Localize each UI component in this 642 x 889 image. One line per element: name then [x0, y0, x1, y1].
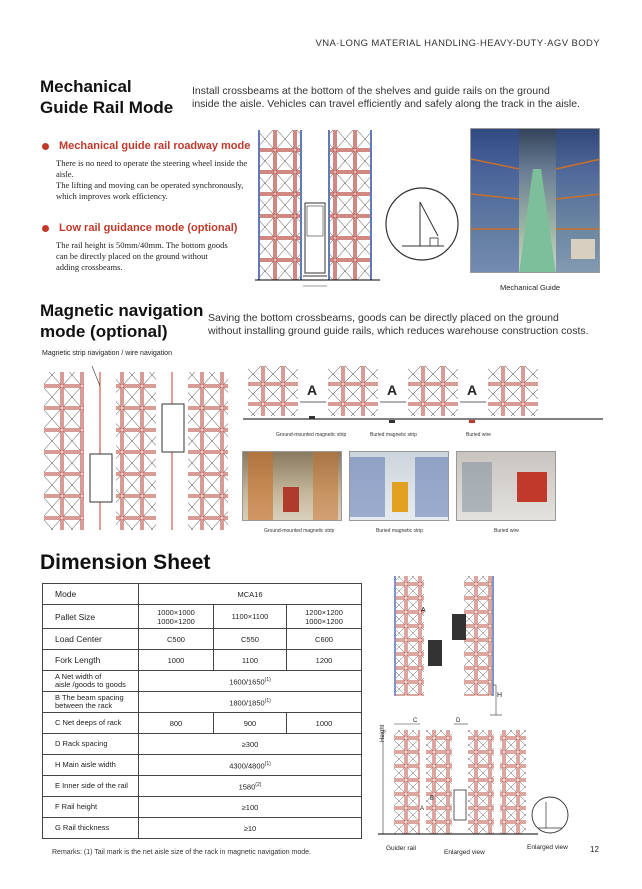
- bullet-2-title: Low rail guidance mode (optional): [42, 222, 257, 234]
- table-row-label: Fork Length: [43, 650, 139, 671]
- table-cell: [139, 605, 214, 629]
- strip-label-buried: Buried magnetic strip: [370, 432, 417, 438]
- table-cell-footnote: (1): [264, 760, 271, 767]
- table-cell-value: 1600/1650: [229, 677, 265, 687]
- dimension-sheet-title: Dimension Sheet: [40, 551, 211, 574]
- table-cell-value: 1000: [315, 718, 333, 728]
- section2-title-line2: mode (optional): [40, 322, 168, 341]
- bullet-dot-icon: [42, 225, 49, 232]
- table-row-label: D Rack spacing: [43, 734, 139, 755]
- table-cell: [139, 671, 362, 692]
- magnetic-elevation-diagram: [243, 364, 603, 436]
- table-row: [43, 713, 362, 734]
- photo-caption-wire: Buried wire: [494, 528, 520, 534]
- section2-description-line1: Saving the bottom crossbeams, goods can be directly placed on the ground: [208, 312, 559, 324]
- section2-description-line2: without installing ground guide rails, which reduces warehouse construction costs.: [208, 325, 589, 337]
- table-cell: [139, 692, 362, 713]
- table-cell-value: ≥100: [241, 802, 259, 812]
- table-cell-value: 1800/1850: [229, 698, 265, 708]
- table-cell: [139, 584, 362, 605]
- dimension-layout-diagram: [378, 570, 578, 855]
- table-cell: [139, 755, 362, 776]
- table-cell: [139, 776, 362, 797]
- table-cell: [139, 818, 362, 839]
- table-cell: [213, 650, 286, 671]
- table-row-label: B The beam spacing between the rack: [43, 692, 139, 713]
- dimension-table: [42, 583, 362, 839]
- table-cell-value: 1000: [167, 655, 185, 665]
- section1-title: [40, 76, 173, 118]
- table-cell-value: 1580: [238, 782, 256, 792]
- section1-title-line2: Guide Rail Mode: [40, 98, 174, 117]
- table-row-label: Mode: [43, 584, 139, 605]
- section1-description-line1: Install crossbeams at the bottom of the shelves and guide rails on the ground: [192, 85, 550, 97]
- strip-label-ground: Ground-mounted magnetic strip: [276, 432, 347, 438]
- table-row: [43, 776, 362, 797]
- table-cell-value: ≥300: [241, 739, 259, 749]
- table-cell-value: 1100×1100: [231, 612, 269, 621]
- table-row: [43, 605, 362, 629]
- table-cell-value: MCA16: [237, 589, 263, 599]
- table-cell-value: 1000×1000 1000×1200: [157, 607, 195, 626]
- table-cell-value: C600: [315, 634, 333, 644]
- table-cell-value: 900: [243, 718, 257, 728]
- table-row: [43, 734, 362, 755]
- bullet-2-text: The rail height is 50mm/40mm. The bottom goods can be directly placed on the ground without adding crossbeams.: [56, 240, 228, 272]
- ground-strip-photo: [242, 451, 342, 521]
- photo-caption-buried: Buried magnetic strip: [376, 528, 423, 534]
- table-row: [43, 671, 362, 692]
- table-cell: [139, 713, 214, 734]
- table-cell-value: 800: [169, 718, 183, 728]
- remarks: Remarks: (1) Tail mark is the net aisle size of the rack in magnetic navigation mode.: [52, 849, 311, 856]
- table-row-label: Pallet Size: [43, 605, 139, 629]
- table-row: [43, 650, 362, 671]
- magnetic-navigation-plan-diagram: [42, 364, 234, 539]
- aisle-label-a2: A: [387, 382, 398, 398]
- table-cell: [213, 713, 286, 734]
- section1-bullet-1: [42, 140, 257, 202]
- table-row-label: E Inner side of the rail: [43, 776, 139, 797]
- table-row-label: A Net width of aisle /goods to goods: [43, 671, 139, 692]
- table-row: [43, 584, 362, 605]
- bullet-1-text: There is no need to operate the steering wheel inside the aisle. The lifting and moving can be operated synchronously, which improves work efficiency.: [56, 158, 248, 201]
- table-cell-footnote: (1): [264, 676, 271, 683]
- section2-title-line1: Magnetic navigation: [40, 301, 204, 320]
- table-row-label: H Main aisle width: [43, 755, 139, 776]
- section1-title-line1: Mechanical: [40, 77, 132, 96]
- table-row: [43, 629, 362, 650]
- buried-wire-photo: [456, 451, 556, 521]
- diagram-label-height: Height: [380, 724, 386, 742]
- table-cell: [139, 629, 214, 650]
- table-row: [43, 692, 362, 713]
- section1-description-line2: inside the aisle. Vehicles can travel efficiently and safely along the track in the aisle.: [192, 98, 580, 110]
- table-cell: [287, 713, 362, 734]
- enlarged-view-label-2: Enlarged view: [527, 844, 568, 851]
- table-cell-value: 4300/4800: [229, 761, 265, 771]
- mechanical-guide-caption: Mechanical Guide: [500, 283, 561, 292]
- table-row-label: F Rail height: [43, 797, 139, 818]
- table-cell: [213, 605, 286, 629]
- table-cell-value: 1200: [315, 655, 333, 665]
- section2-description: [208, 312, 589, 338]
- diagram-label-a-bottom: A: [420, 806, 425, 812]
- page-number: 12: [590, 845, 599, 854]
- bullet-1-title: Mechanical guide rail roadway mode: [42, 140, 257, 152]
- aisle-label-a1: A: [307, 382, 318, 398]
- diagram-label-h: H: [497, 692, 503, 699]
- table-row-label: G Rail thickness: [43, 818, 139, 839]
- table-cell-value: C500: [167, 634, 185, 644]
- table-row: [43, 797, 362, 818]
- table-row: [43, 755, 362, 776]
- diagram-label-d: D: [456, 718, 461, 724]
- table-cell-value: 1100: [241, 655, 259, 665]
- table-cell: [287, 650, 362, 671]
- buried-strip-photo: [349, 451, 449, 521]
- magnetic-diagram-caption: Magnetic strip navigation / wire navigation: [42, 350, 172, 357]
- table-cell-value: 1200×1200 1000×1200: [305, 607, 343, 626]
- enlarged-view-label-1: Enlarged view: [444, 849, 485, 856]
- section1-description: [192, 85, 580, 111]
- table-cell: [287, 629, 362, 650]
- mechanical-guide-photo: [470, 128, 600, 273]
- diagram-label-c: C: [413, 718, 418, 724]
- table-cell-value: C550: [241, 634, 259, 644]
- strip-label-wire: Buried wire: [466, 432, 492, 438]
- table-cell: [139, 734, 362, 755]
- table-cell: [213, 629, 286, 650]
- table-row-label: C Net deeps of rack: [43, 713, 139, 734]
- table-row-label: Load Center: [43, 629, 139, 650]
- section1-bullet-2: [42, 222, 257, 273]
- diagram-label-a-top: A: [421, 607, 426, 614]
- section2-title: [40, 300, 203, 342]
- rail-enlarged-view-icon: [382, 184, 462, 264]
- table-cell: [139, 797, 362, 818]
- page-header: VNA·LONG MATERIAL HANDLING·HEAVY-DUTY·AGV BODY: [315, 38, 600, 49]
- aisle-label-a3: A: [467, 382, 478, 398]
- guider-rail-label: Guider rail: [386, 845, 416, 852]
- table-cell-footnote: (1): [264, 697, 271, 704]
- bullet-dot-icon: [42, 143, 49, 150]
- table-cell-value: ≥10: [243, 823, 257, 833]
- guide-rail-aisle-diagram: [255, 128, 380, 293]
- table-row: [43, 818, 362, 839]
- table-cell-footnote: (2): [255, 781, 262, 788]
- table-cell: [139, 650, 214, 671]
- table-cell: [287, 605, 362, 629]
- photo-caption-ground: Ground-mounted magnetic strip: [264, 528, 335, 534]
- diagram-label-b: B: [430, 796, 435, 802]
